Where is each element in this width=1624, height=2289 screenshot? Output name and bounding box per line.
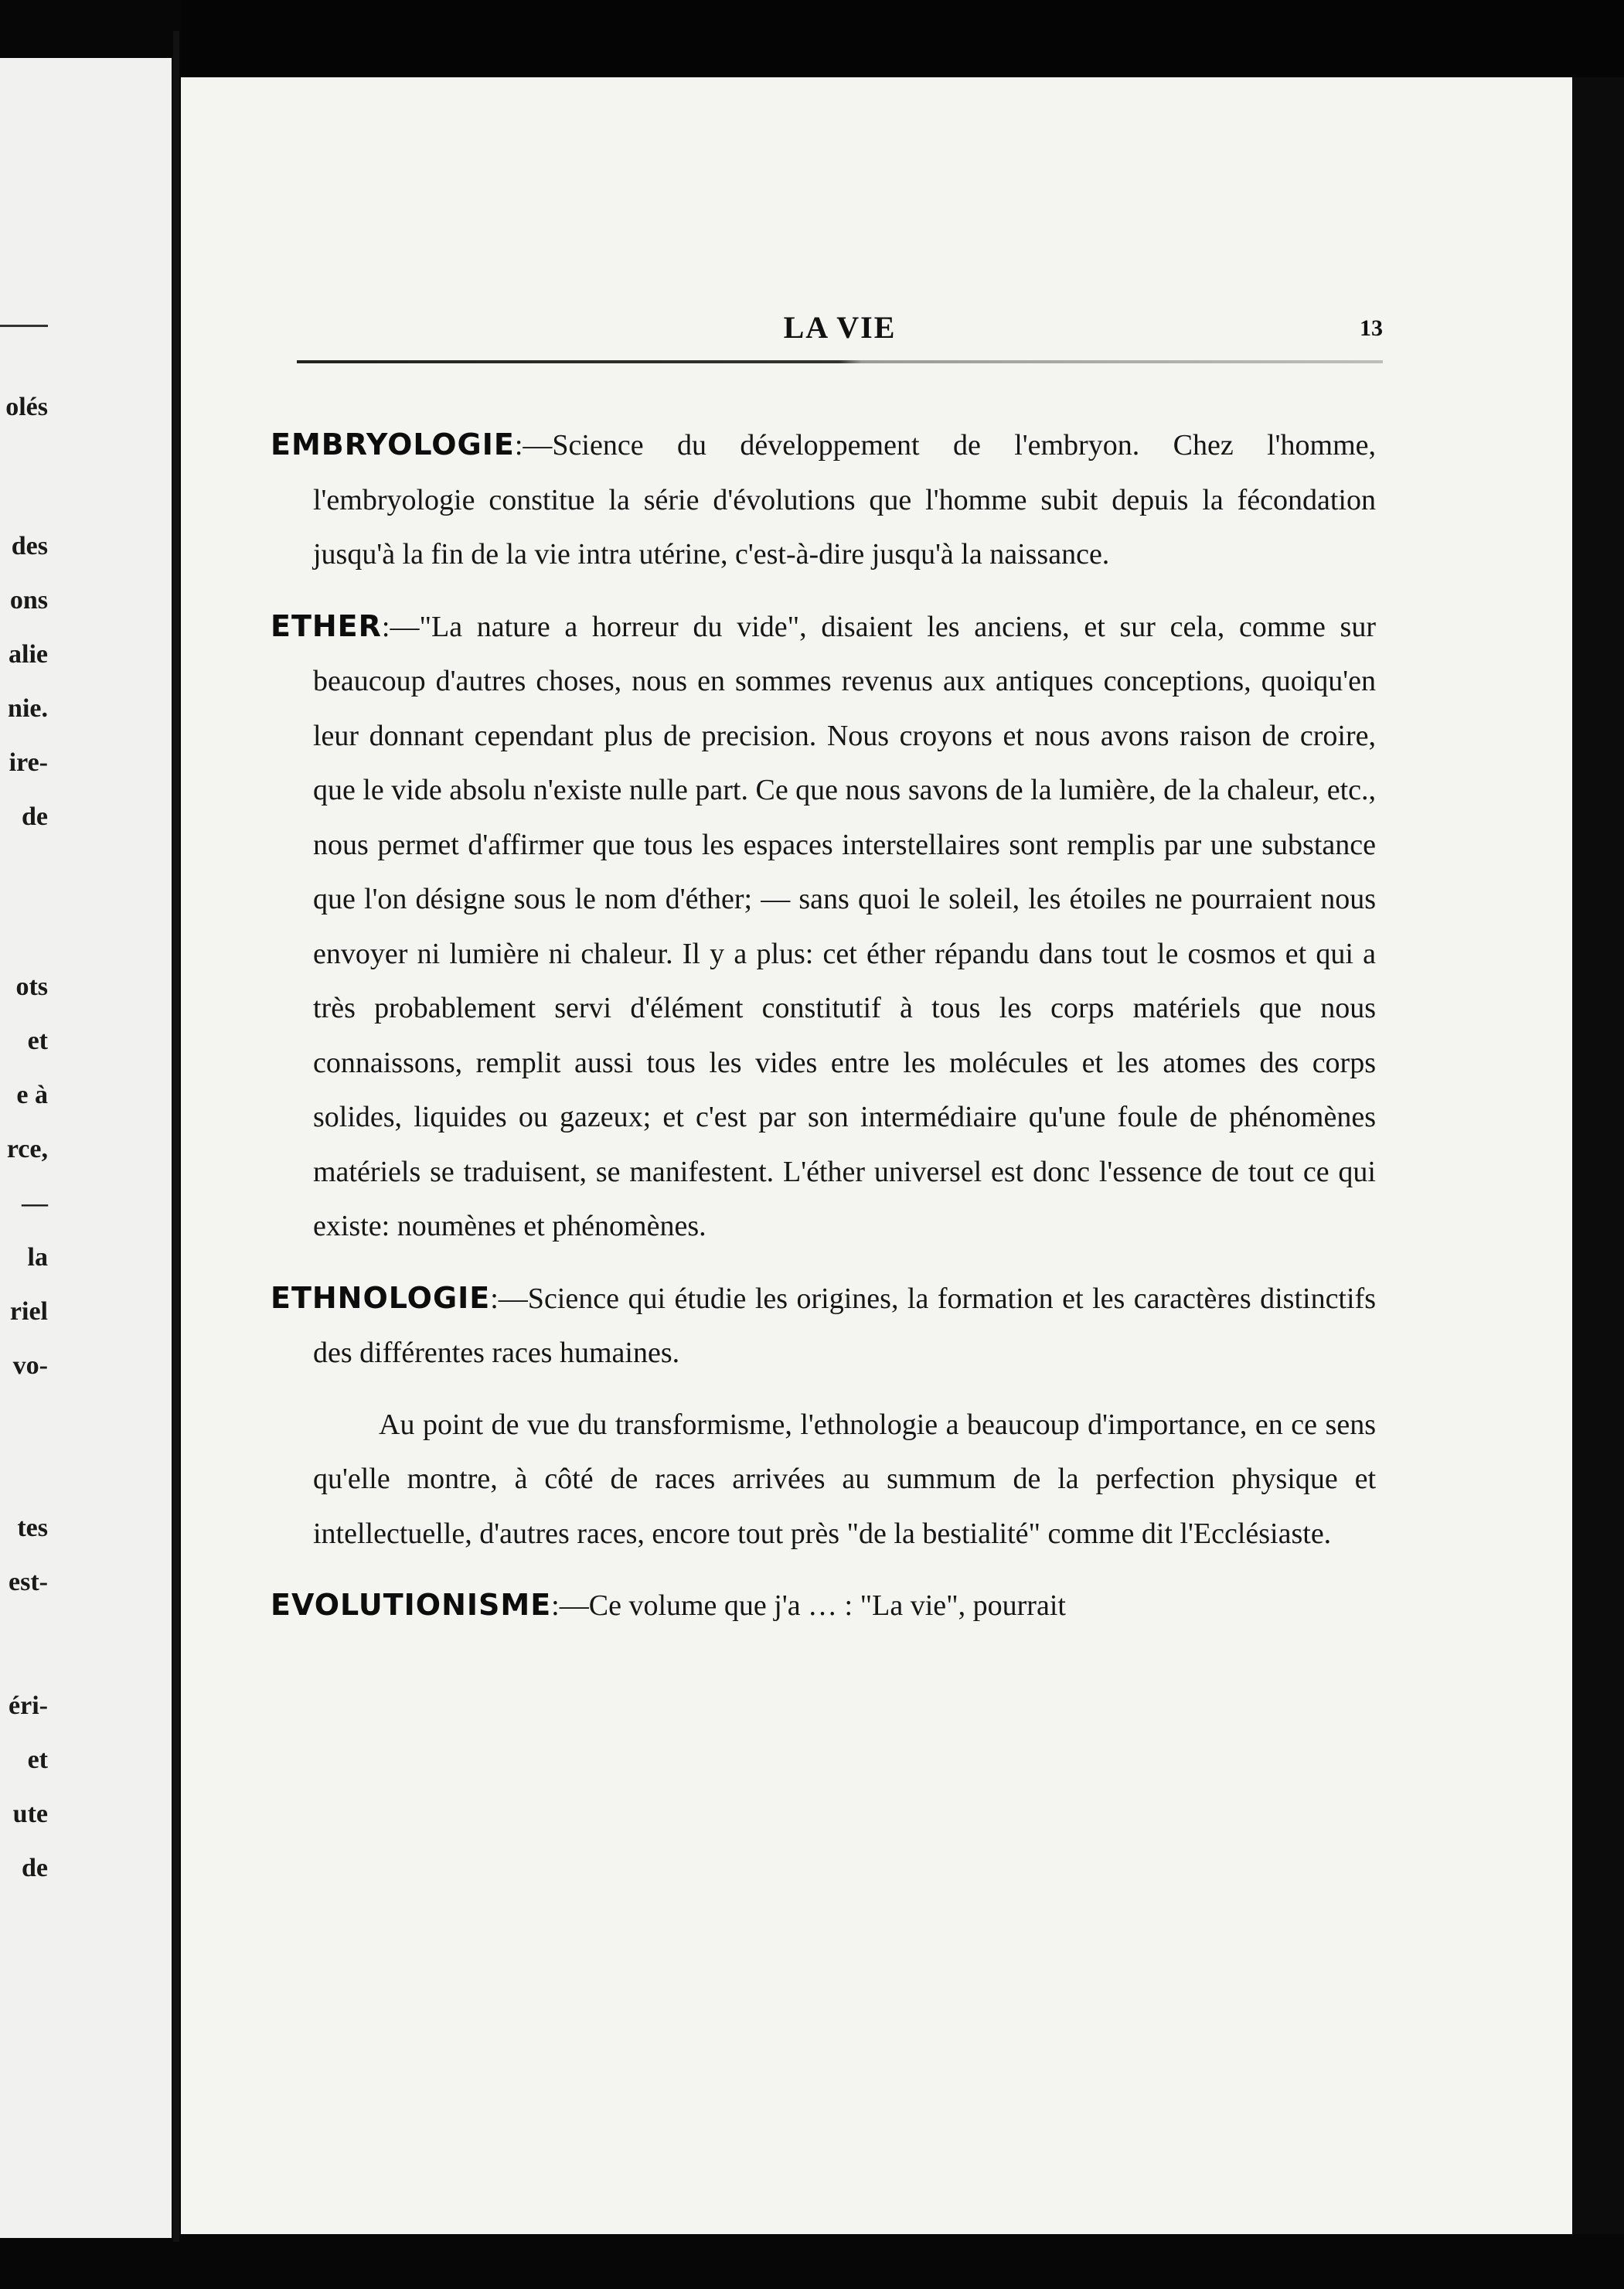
previous-page-word: ons: [9, 586, 48, 615]
previous-page-word: de: [22, 802, 48, 831]
entry-embryologie: [271, 417, 1376, 582]
binding-gutter: [173, 31, 179, 2242]
previous-page-word: tes: [17, 1514, 48, 1542]
previous-page-word: rce,: [6, 1135, 48, 1163]
previous-page-rule: [0, 325, 48, 327]
entry-evolutionisme: [271, 1578, 1376, 1633]
scan-border-top: [181, 0, 1624, 77]
previous-page-word: est-: [9, 1568, 48, 1596]
entry-definition: :—Science qui étudie les origines, la formation et les caractères distinctifs des différentes races humaines.: [313, 1282, 1376, 1369]
entry-ethnologie: [271, 1271, 1376, 1381]
entry-term: EMBRYOLOGIE: [271, 427, 515, 462]
previous-page-word: vo-: [12, 1351, 48, 1380]
previous-page-word: e à: [16, 1081, 48, 1109]
scan-border-right: [1572, 77, 1624, 2234]
page-header: [297, 309, 1383, 363]
previous-page-word: olés: [5, 393, 48, 421]
entry-term: ETHER: [271, 608, 382, 643]
glossary-body: [271, 417, 1376, 1650]
ethnologie-paragraph: Au point de vue du transformisme, l'ethnologie a beaucoup d'importance, en ce sens qu'elle montre, à côté de races arrivées au summum de la perfection physique et intellectuelle, d'autres races, encore tout près "de la bestialité" comme dit l'Ecclésiaste.: [313, 1408, 1376, 1550]
previous-page-word: ute: [12, 1800, 48, 1828]
entry-definition: :—"La nature a horreur du vide", disaient les anciens, et sur cela, comme sur beaucoup d'autres choses, nous en sommes revenus aux antiques conceptions, quoiqu'en leur donnant cependant plus de precision. Nous croyons et nous avons raison de croire, que le vide absolu n'existe nulle part. Ce que nous savons de la lumière, de la chaleur, etc., nous permet d'affirmer que tous les espaces interstellaires sont remplis par une substance que l'on désigne sous le nom d'éther; — sans quoi le soleil, les étoiles ne pourraient nous envoyer ni lumière ni chaleur. Il y a plus: cet éther répandu dans tout le cosmos et qui a très probablement servi d'élément constitutif à tous les corps matériels que nous connaissons, remplit aussi tous les vides entre les molécules et les atomes des corps solides, liquides ou gazeux; et c'est par son intermédiaire qu'une foule de phénomènes matériels se traduisent, se manifestent. L'éther universel est donc l'essence de tout ce qui existe: noumènes et phénomènes.: [313, 610, 1376, 1242]
previous-page-word: et: [27, 1746, 48, 1774]
previous-page-word: —: [22, 1189, 48, 1218]
entry-ether: [271, 599, 1376, 1254]
previous-page-word: alie: [9, 640, 48, 669]
previous-page-word: des: [11, 532, 48, 560]
previous-page-word: de: [22, 1854, 48, 1882]
previous-page-word: et: [27, 1027, 48, 1055]
header-rule: [297, 360, 1383, 363]
previous-page-word: la: [27, 1243, 48, 1272]
entry-definition: :—Ce volume que j'a … : "La vie", pourrait: [551, 1589, 1066, 1622]
page-number: 13: [1360, 315, 1383, 341]
entry-definition: :—Science du développement de l'embryon. Chez l'homme, l'embryologie constitue la série d'évolutions que l'homme subit depuis la fécondation jusqu'à la fin de la vie intra utérine, c'est-à-dire jusqu'à la naissance.: [313, 429, 1376, 571]
entry-term: EVOLUTIONISME: [271, 1588, 552, 1622]
previous-page-word: nie.: [8, 694, 48, 723]
previous-page-word: ire-: [9, 748, 48, 777]
previous-page-word: ots: [15, 972, 48, 1001]
previous-page-fragment: [0, 58, 172, 2238]
entry-term: ETHNOLOGIE: [271, 1280, 491, 1315]
previous-page-word: riel: [9, 1297, 48, 1326]
running-title: LA VIE: [783, 310, 897, 345]
previous-page-word: éri-: [9, 1691, 48, 1720]
